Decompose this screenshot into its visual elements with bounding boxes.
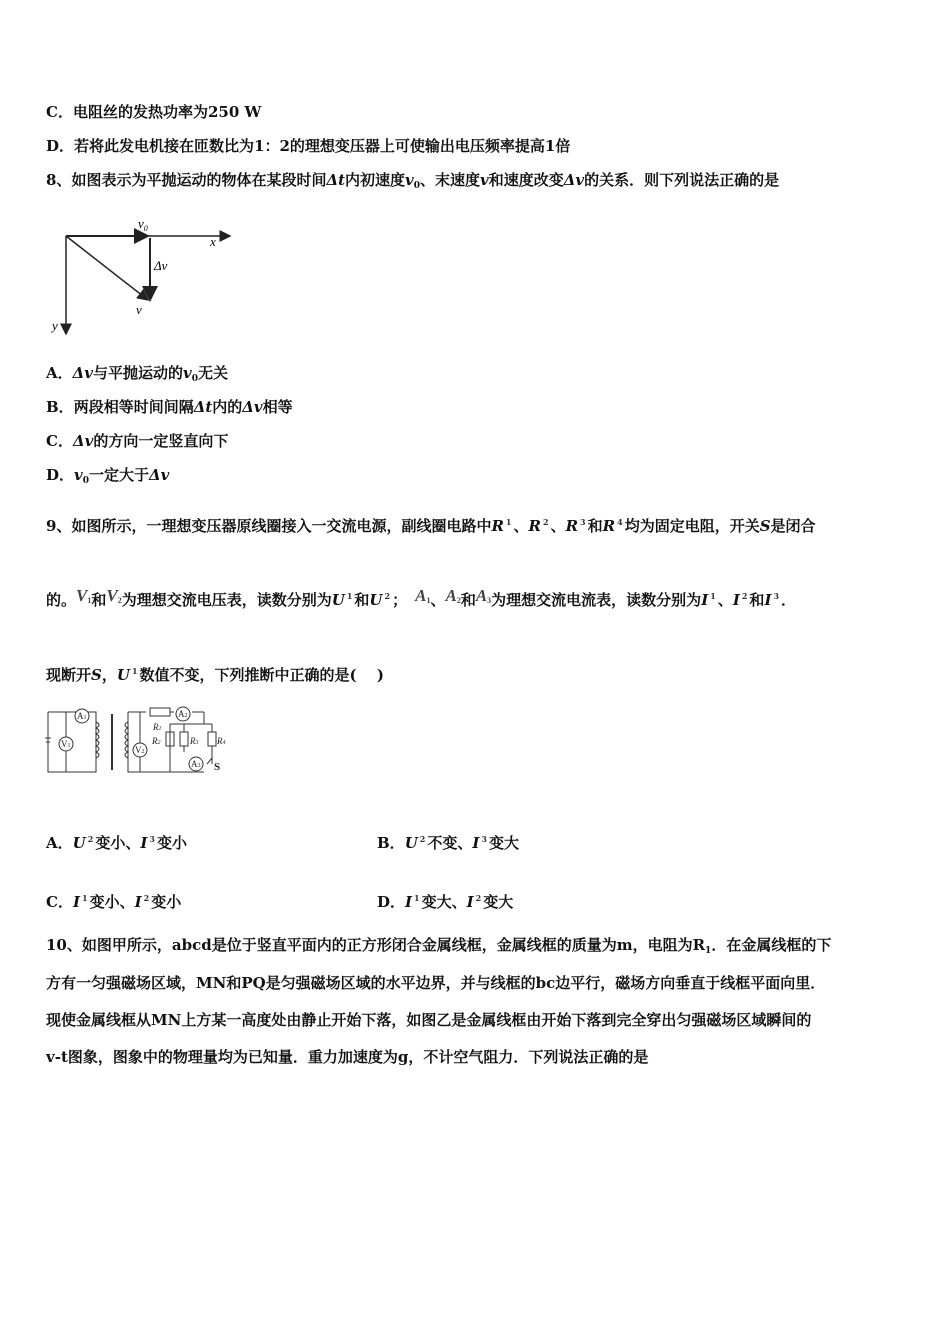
- option-text: 若将此发电机接在匝数比为1：2的理想变压器上可使输出电压频率提高1倍: [74, 137, 571, 155]
- stem-text: 如图表示为平抛运动的物体在某段时间: [71, 171, 327, 189]
- symbol: Δv: [242, 398, 263, 416]
- option-label: D．: [46, 466, 75, 484]
- index: 2: [143, 893, 150, 903]
- option-text: 无关: [198, 364, 229, 382]
- symbol: Δv: [72, 432, 94, 450]
- q9-stem-line1: [46, 511, 816, 537]
- sep: ．: [781, 591, 797, 609]
- x-label: x: [210, 234, 216, 249]
- r1-label: R1: [153, 722, 162, 732]
- question-number: 8、: [46, 171, 72, 189]
- stem-text: 均为固定电阻，开关: [624, 517, 760, 535]
- index: 3: [149, 834, 155, 844]
- v2-meter-label: V2: [135, 745, 145, 755]
- sep: 、: [550, 517, 566, 535]
- index: 1: [346, 591, 353, 601]
- subscript: 1: [705, 946, 712, 956]
- subscript: 0: [413, 181, 421, 191]
- option-text: 内的: [212, 398, 243, 416]
- option-text: 变小: [151, 893, 182, 911]
- meter-v2: V2: [106, 586, 122, 605]
- option-text: 两段相等时间间隔: [73, 398, 194, 416]
- dv-label: Δv: [154, 258, 168, 273]
- option-label: D．: [46, 137, 75, 155]
- and: 和: [460, 591, 476, 609]
- q8-option-c: [46, 430, 228, 452]
- sep: 、: [430, 591, 446, 609]
- q7-option-c: [46, 101, 261, 123]
- symbol: I: [72, 893, 80, 911]
- stem-text: 如图甲所示，abcd是位于竖直平面内的正方形闭合金属线框，金属线框的质量为m，电阻为R: [81, 936, 706, 954]
- switch-label: S: [214, 761, 221, 773]
- sep: ；: [392, 591, 408, 609]
- option-text: 变大: [483, 893, 514, 911]
- symbol-r1: R: [491, 517, 504, 535]
- v1-meter-label: V1: [61, 739, 71, 749]
- option-text: 的方向一定竖直向下: [93, 432, 229, 450]
- option-label: C．: [46, 432, 73, 450]
- symbol-u2: U: [369, 591, 383, 609]
- option-text: 与平抛运动的: [93, 364, 184, 382]
- q8-option-b: [46, 396, 293, 418]
- symbol-s: S: [759, 517, 771, 535]
- q10-stem-line4: v-t图象，图象中的物理量均为已知量．重力加速度为g，不计空气阻力．下列说法正确的是: [46, 1048, 649, 1066]
- symbol: Δv: [72, 364, 93, 382]
- stem-text: 现断开: [46, 666, 92, 684]
- index: 1: [81, 893, 88, 903]
- option-label: A．: [46, 834, 73, 852]
- q9-option-c: [46, 887, 181, 913]
- symbol: I: [134, 893, 142, 911]
- question-number: 9、: [46, 517, 72, 535]
- symbol: I: [405, 893, 413, 911]
- sep: 、: [513, 517, 529, 535]
- option-text: 变小、: [89, 893, 135, 911]
- q9-option-b: [377, 828, 519, 854]
- option-label: C．: [46, 103, 73, 121]
- q10-stem-line2: 方有一匀强磁场区域，MN和PQ是匀强磁场区域的水平边界，并与线框的bc边平行，磁场方向垂直于线框平面向里．: [46, 974, 826, 992]
- r4-label: R4: [217, 736, 226, 746]
- stem-text: 、末速度: [420, 171, 481, 189]
- option-text: 电阻丝的发热功率为250 W: [72, 103, 262, 121]
- q9-stem-line3: [46, 660, 384, 686]
- symbol-v0: v: [405, 171, 414, 189]
- option-label: C．: [46, 893, 73, 911]
- stem-text: 的。: [46, 591, 77, 609]
- and: 和: [91, 591, 107, 609]
- q8-stem: [46, 169, 779, 197]
- sep: 、: [717, 591, 733, 609]
- question-number: 10、: [46, 936, 82, 954]
- index: 2: [384, 591, 391, 601]
- symbol: I: [466, 893, 474, 911]
- q9-transformer-circuit: [44, 704, 234, 780]
- index: 4: [617, 517, 623, 527]
- stem-text: 的关系．则下列说法正确的是: [584, 171, 780, 189]
- option-label: B．: [46, 398, 74, 416]
- stem-text: 为理想交流电流表，读数分别为: [491, 591, 702, 609]
- symbol: Δv: [149, 466, 170, 484]
- r3-label: R3: [190, 736, 199, 746]
- index: 2: [419, 834, 426, 844]
- index: 3: [481, 834, 487, 844]
- option-text: 变大、: [421, 893, 467, 911]
- index: 2: [542, 517, 549, 527]
- index: 3: [580, 517, 586, 527]
- stem-text: 为理想交流电压表，读数分别为: [121, 591, 332, 609]
- symbol: v: [74, 466, 83, 484]
- symbol-u1: U: [331, 591, 345, 609]
- meter-v1: V1: [76, 586, 92, 605]
- symbol-dt: Δt: [326, 171, 346, 189]
- symbol-s: S: [91, 666, 102, 684]
- q7-option-d: [46, 135, 570, 157]
- a1-meter-label: A1: [77, 711, 87, 721]
- symbol-i3: I: [764, 591, 772, 609]
- symbol-i1: I: [701, 591, 709, 609]
- symbol-i2: I: [732, 591, 740, 609]
- option-text: 变小: [156, 834, 187, 852]
- option-text: 变小、: [95, 834, 141, 852]
- q8-option-d: [46, 464, 169, 492]
- a2-meter-label: A2: [178, 709, 188, 719]
- index: 1: [414, 893, 420, 903]
- symbol-r2: R: [528, 517, 541, 535]
- meter-a3: A3: [475, 586, 492, 605]
- stem-text: 是闭合: [770, 517, 816, 535]
- option-text: 相等: [262, 398, 293, 416]
- v-label: v: [136, 302, 142, 317]
- v0-label: $v_0$: [138, 216, 148, 233]
- and: 和: [587, 517, 603, 535]
- symbol: I: [140, 834, 148, 852]
- index: 1: [710, 591, 716, 601]
- r2-label: R2: [152, 736, 161, 746]
- stem-text: 数值不变，下列推断中正确的是( ): [139, 666, 384, 684]
- symbol: Δt: [193, 398, 213, 416]
- q8-option-a: [46, 362, 228, 390]
- index: 2: [741, 591, 748, 601]
- symbol-v: v: [480, 171, 489, 189]
- stem-text: 和速度改变: [488, 171, 564, 189]
- symbol-dv: Δv: [563, 171, 585, 189]
- and: 和: [354, 591, 370, 609]
- a3-meter-label: A3: [191, 759, 201, 769]
- option-label: B．: [377, 834, 405, 852]
- symbol: I: [472, 834, 480, 852]
- subscript: 0: [82, 476, 89, 486]
- and: 和: [749, 591, 765, 609]
- symbol: U: [72, 834, 86, 852]
- index: 2: [87, 834, 94, 844]
- q9-option-d: [377, 887, 513, 913]
- q10-stem-line1: [46, 934, 831, 962]
- symbol-r4: R: [602, 517, 616, 535]
- option-label: D．: [377, 893, 406, 911]
- sep: ，: [101, 666, 117, 684]
- option-text: 变大: [488, 834, 519, 852]
- index: 1: [131, 666, 138, 676]
- option-label: A．: [46, 364, 73, 382]
- symbol: U: [404, 834, 418, 852]
- q10-stem-line3: 现使金属线框从MN上方某一高度处由静止开始下落，如图乙是金属线框由开始下落到完全穿出匀强磁场区域瞬间的: [46, 1011, 812, 1029]
- index: 2: [475, 893, 482, 903]
- q9-stem-line2: [46, 585, 796, 612]
- symbol-r3: R: [565, 517, 579, 535]
- subscript: 0: [191, 374, 198, 384]
- option-text: 一定大于: [89, 466, 150, 484]
- index: 3: [773, 591, 780, 601]
- meter-a1: A1: [415, 586, 431, 605]
- y-label: y: [52, 318, 58, 333]
- stem-text: 内初速度: [345, 171, 406, 189]
- meter-a2: A2: [445, 586, 461, 605]
- index: 1: [505, 517, 512, 527]
- q8-projectile-diagram: [44, 210, 244, 340]
- stem-text: ．在金属线框的下: [711, 936, 832, 954]
- v-arrow: [66, 236, 148, 300]
- option-text: 不变、: [427, 834, 473, 852]
- q9-option-a: [46, 828, 187, 854]
- symbol-u1: U: [116, 666, 130, 684]
- symbol: v: [183, 364, 192, 382]
- stem-text: 如图所示，一理想变压器原线圈接入一交流电源，副线圈电路中: [71, 517, 492, 535]
